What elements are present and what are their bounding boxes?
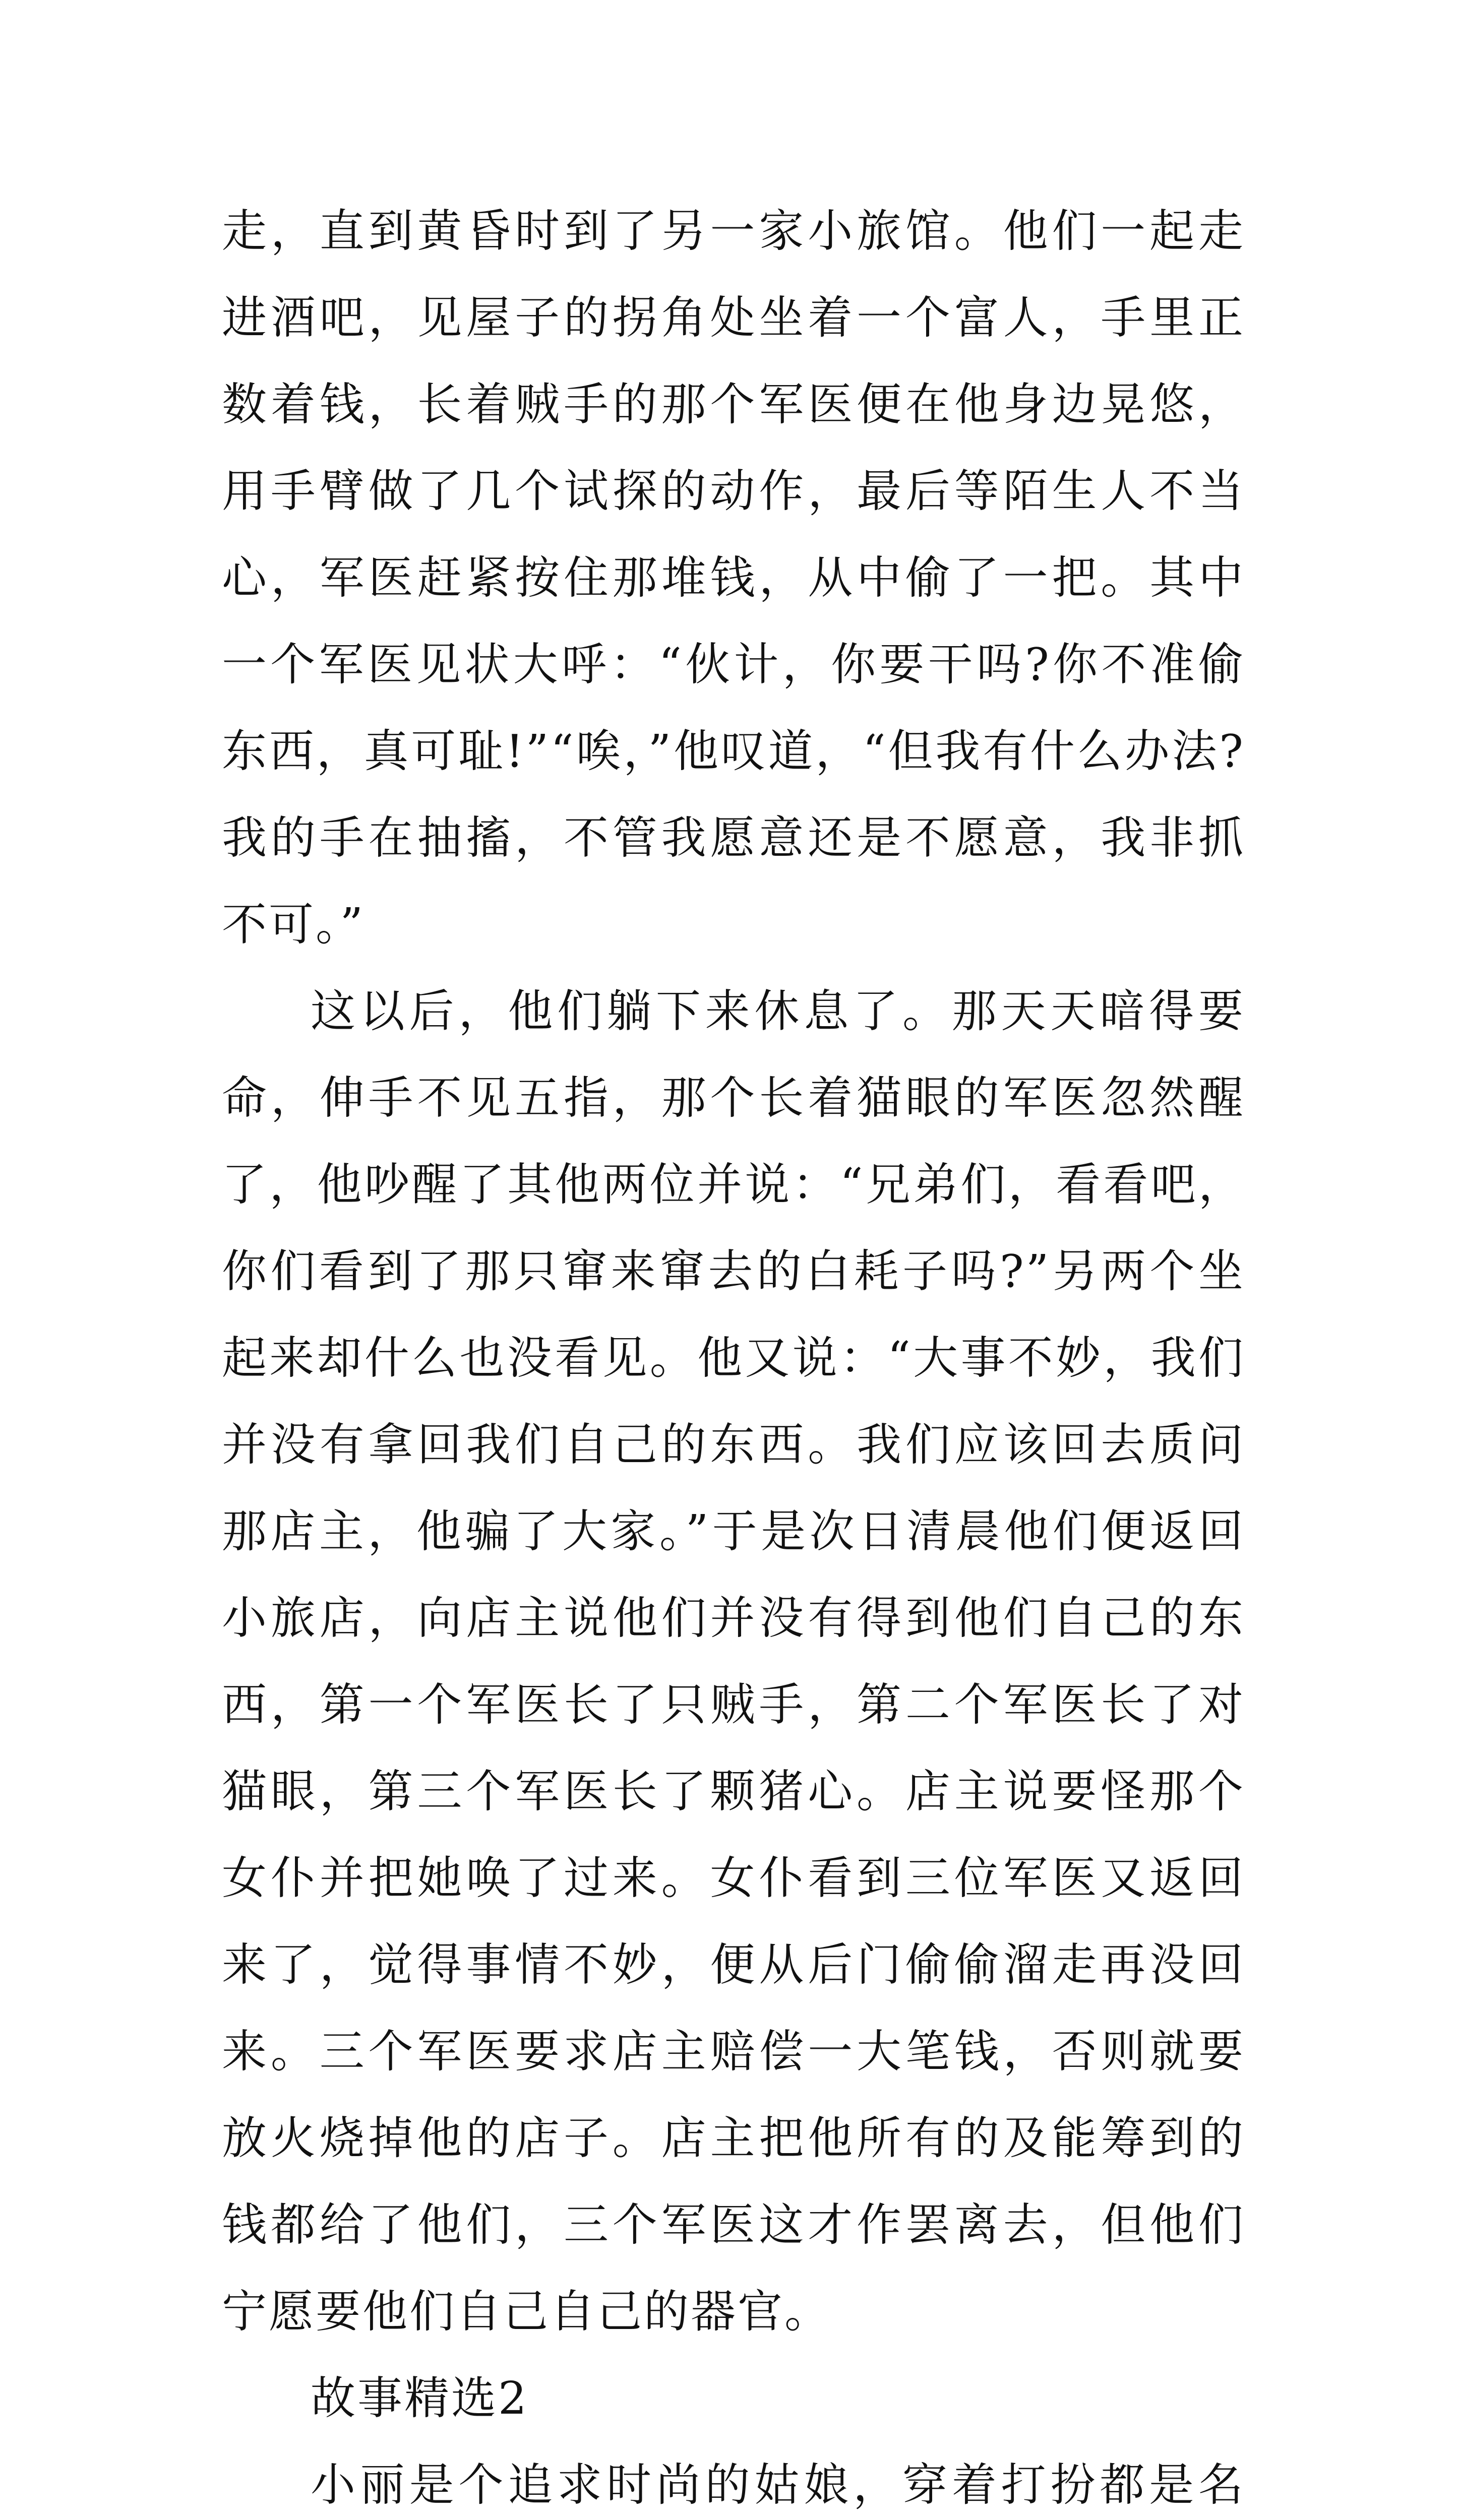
paragraph-rest-night: 这以后，他们躺下来休息了。那天天暗得要命，伸手不见五指，那个长着猫眼的军医忽然醒了，他吵醒了其他两位并说：“兄弟们，看看吧，你们看到了那只窜来窜去的白耗子吗?”另两个坐起来却什么也没看见。他又说：“大事不妙，我们并没有拿回我们自己的东西。我们应该回去质问那店主，他骗了大家。”于是次日清晨他们便返回小旅店，向店主说他们并没有得到他们自己的东西，第一个军医长了只贼手，第二个军医长了对猫眼，第三个军医长了颗猪心。店主说要怪那个女仆并把她唤了过来。女仆看到三位军医又返回来了，觉得事情不妙，便从后门偷偷溜走再没回来。三个军医要求店主赔偿一大笔钱，否则就要放火烧掉他的店子。店主把他所有的及能筹到的钱都给了他们，三个军医这才作罢离去，但他们宁愿要他们自己自己的器官。 xyxy=(222,985,1245,2338)
paragraph-continued: 走，直到黄昏时到了另一家小旅馆。他们一起走进酒吧，见屋子的拐角处坐着一个富人，手里正数着钱，长着贼手的那个军医便在他身边晃悠，用手臂做了几个试探的动作，最后等陌生人不当心，军医赶紧按住那堆钱，从中偷了一把。其中一个军医见状大呼：“伙计，你要干吗?你不准偷东西，真可耻!”“唉，”他叹道，“但我有什么办法?我的手在抽搐，不管我愿意还是不愿意，我非抓不可。” xyxy=(222,205,1245,951)
section-heading: 故事精选2 xyxy=(311,2372,529,2424)
paragraph-xiaoli-intro: 小丽是个追求时尚的姑娘，穿着打扮都是名 xyxy=(311,2459,1245,2511)
body-text xyxy=(222,187,1245,2520)
